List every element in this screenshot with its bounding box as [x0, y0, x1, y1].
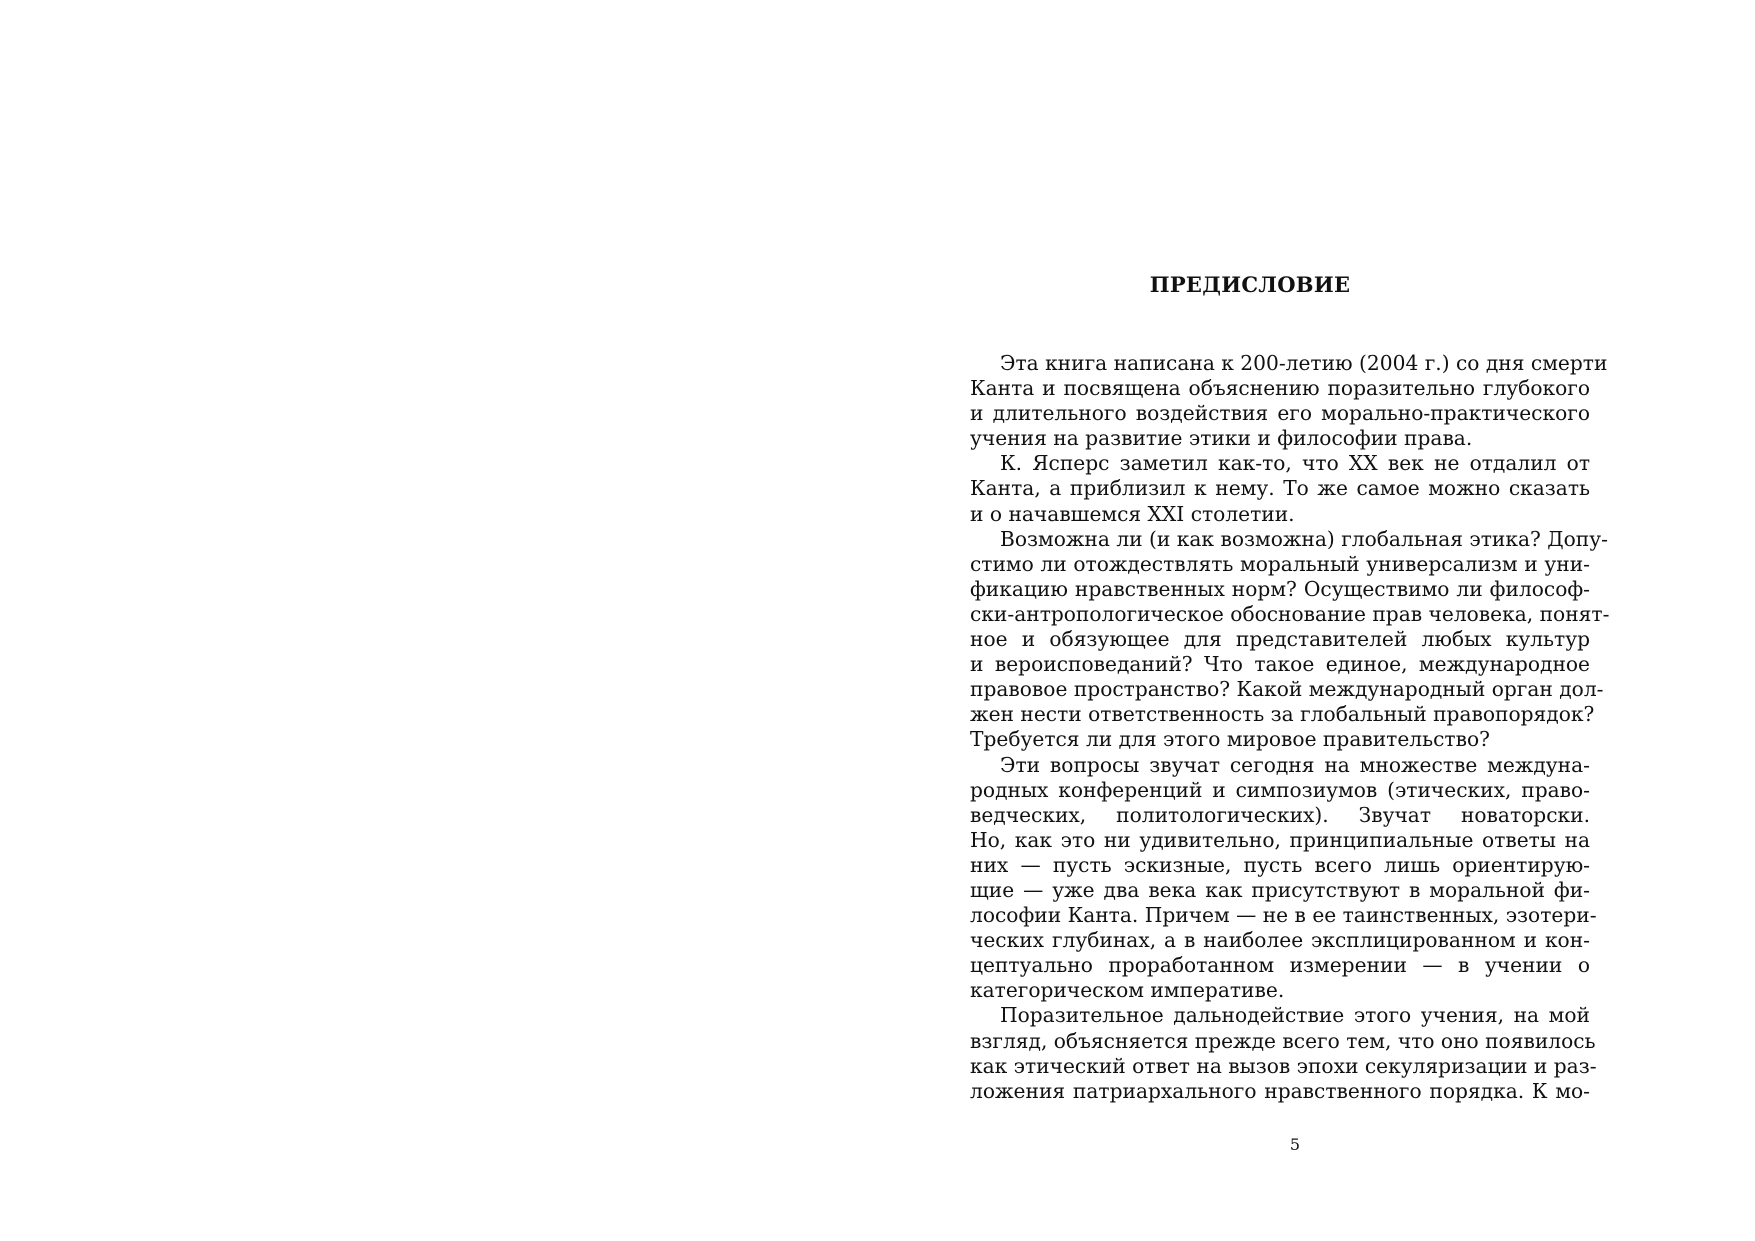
text-line: цептуально проработанном измерении — в учении о [970, 953, 1590, 978]
text-line: жен нести ответственность за глобальный правопорядок? [970, 702, 1595, 727]
page-number: 5 [1289, 1135, 1301, 1154]
text-line: ное и обязующее для представителей любых культур [970, 627, 1590, 652]
text-line: Эта книга написана к 200-летию (2004 г.) со дня смерти [1000, 351, 1608, 375]
text-line: и вероисповеданий? Что такое единое, международное [970, 652, 1590, 677]
text-line: правовое пространство? Какой международный орган дол- [970, 677, 1604, 702]
text-line: ческих глубинах, а в наиболее эксплицированном и кон- [970, 928, 1590, 953]
chapter-heading: ПРЕДИСЛОВИЕ [1149, 272, 1351, 297]
text-line: фикацию нравственных норм? Осуществимо ли философ- [970, 576, 1590, 601]
text-line: и длительного воздействия его морально-практического [970, 401, 1590, 426]
text-line: Поразительное дальнодействие этого учения, на мой [1000, 1003, 1590, 1028]
text-line: ски-антропологическое обоснование прав человека, понят- [970, 601, 1610, 626]
text-line: взгляд, объясняется прежде всего тем, что оно появилось [970, 1028, 1596, 1053]
text-line: учения на развитие этики и философии права. [970, 426, 1473, 451]
text-line: Но, как это ни удивительно, принципиальные ответы на [970, 827, 1590, 852]
text-line: Эти вопросы звучат сегодня на множестве междуна- [1000, 752, 1590, 777]
text-line: Требуется ли для этого мировое правительство? [970, 727, 1490, 752]
text-line: лософии Канта. Причем — не в ее таинственных, эзотери- [970, 903, 1597, 928]
text-line: щие — уже два века как присутствуют в моральной фи- [970, 877, 1590, 902]
text-line: родных конференций и симпозиумов (этических, право- [970, 777, 1590, 802]
text-line: них — пусть эскизные, пусть всего лишь ориентирую- [970, 852, 1590, 877]
body-text [970, 351, 1610, 1104]
text-line: и о начавшемся XXI столетии. [970, 501, 1295, 526]
text-line: категорическом императиве. [970, 978, 1285, 1003]
text-line: стимо ли отождествлять моральный универсализм и уни- [970, 551, 1590, 576]
text-line: К. Ясперс заметил как-то, что XX век не отдалил от [1000, 451, 1590, 476]
text-line: ведческих, политологических). Звучат новаторски. [970, 802, 1590, 827]
text-line: как этический ответ на вызов эпохи секуляризации и раз- [970, 1053, 1597, 1078]
text-line: Возможна ли (и как возможна) глобальная этика? Допу- [1000, 526, 1608, 551]
left-page-blank [0, 0, 877, 1241]
text-line: ложения патриархального нравственного порядка. К мо- [970, 1078, 1590, 1103]
text-line: Канта, а приблизил к нему. То же самое можно сказать [970, 476, 1590, 501]
text-line: Канта и посвящена объяснению поразительно глубокого [970, 376, 1590, 401]
